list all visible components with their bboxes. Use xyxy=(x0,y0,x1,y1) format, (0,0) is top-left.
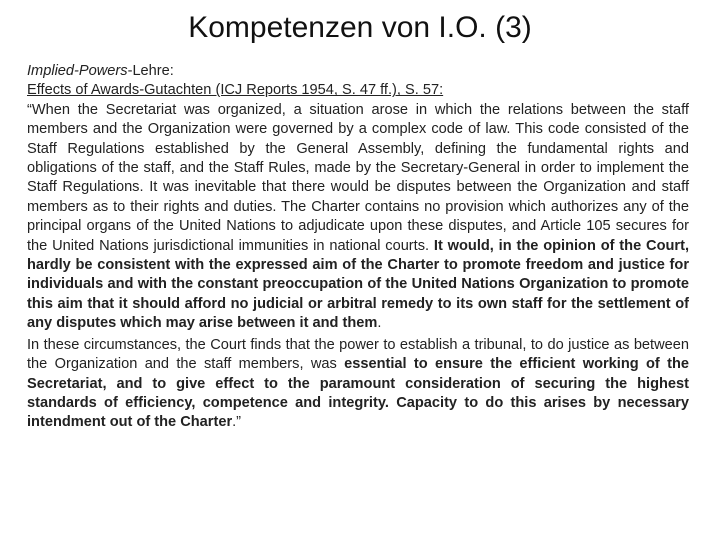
slide-title: Kompetenzen von I.O. (3) xyxy=(188,11,532,44)
heading-rest: -Lehre: xyxy=(127,63,174,79)
source-citation: Effects of Awards-Gutachten (ICJ Reports 1954, S. 47 ff.), S. 57: xyxy=(27,82,444,99)
quote-paragraph-1 xyxy=(27,101,689,334)
para2-end: .” xyxy=(232,414,242,431)
para1-end: . xyxy=(377,315,382,332)
para2-normal: In these circumstances, the Court finds that the power to establish a tribunal, to do justice as between the Organization and the staff members, was xyxy=(27,336,689,373)
slide-body xyxy=(27,62,689,433)
heading-line xyxy=(27,62,689,81)
para1-bold: It would, in the opinion of the Court, hardly be consistent with the expressed aim of the Charter to promote freedom and justice for individuals and with the constant preoccupation of the United Nations Organization to promote this aim that it should afford no judicial or arbitral remedy to its own staff for the settlement of any disputes which may arise between it and them xyxy=(27,237,689,332)
quote-paragraph-2 xyxy=(27,336,689,433)
para1-normal: “When the Secretariat was organized, a situation arose in which the relations between the staff members and the Organization were governed by a complex code of law. This code consisted of the Staff Regulations established by the General Assembly, defining the fundamental rights and obligations of the staff, and the Staff Rules, made by the Secretary-General in order to implement the Staff Regulations. It was inevitable that there would be disputes between the Organization and staff members as to their rights and duties. The Charter contains no provision which authorizes any of the principal organs of the United Nations to adjudicate upon these disputes, and Article 105 secures for the United Nations jurisdictional immunities in national courts. xyxy=(27,101,689,254)
para2-bold: essential to ensure the efficient working of the Secretariat, and to give effect to the paramount consideration of securing the highest standards of efficiency, competence and integrity. Capacity to do this arises by necessary intendment out of the Charter xyxy=(27,356,689,431)
heading-italic: Implied-Powers xyxy=(27,63,128,79)
